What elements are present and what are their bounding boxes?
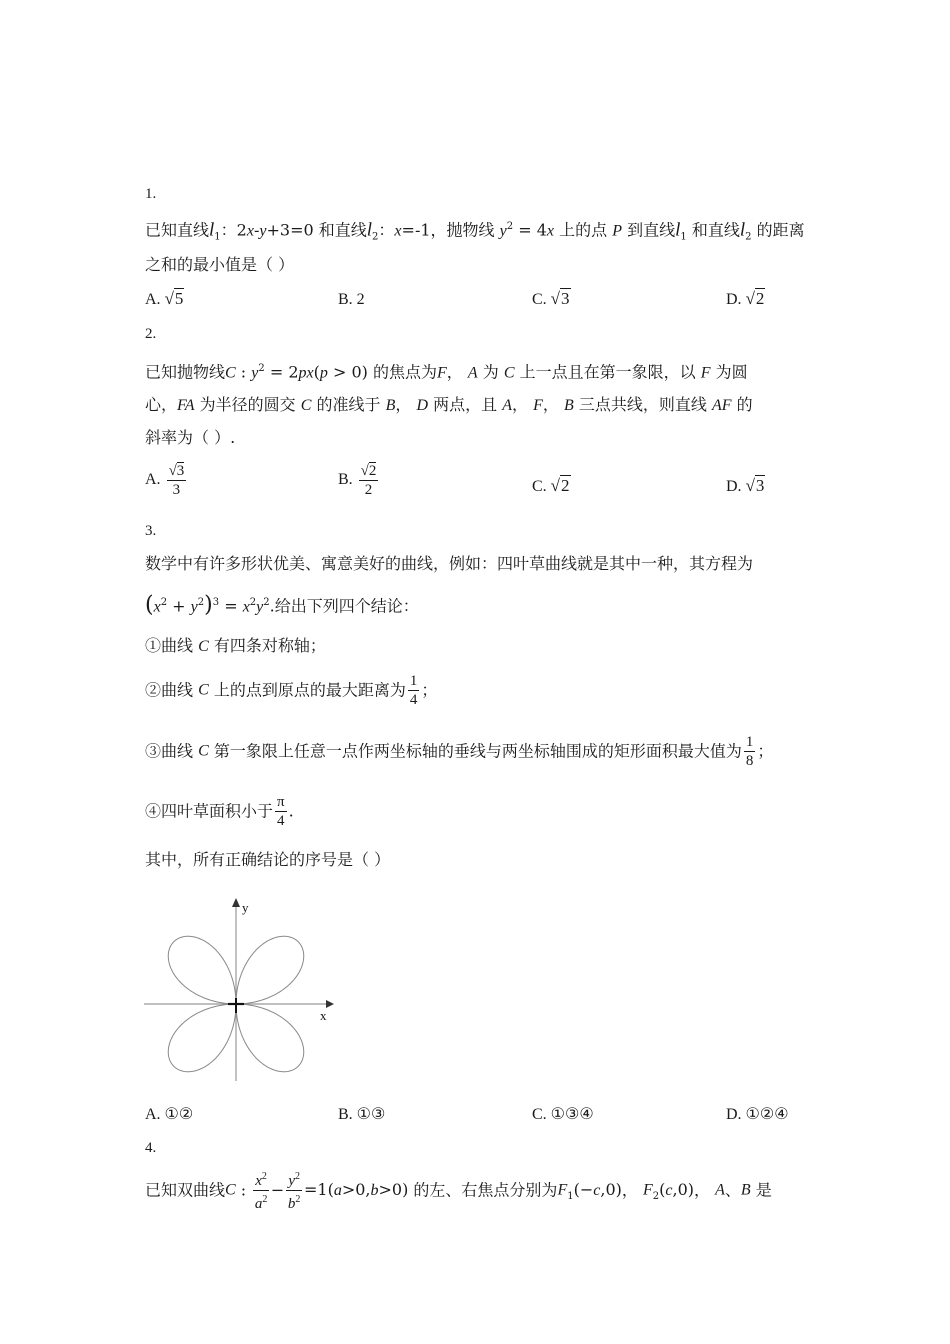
- q1-option-a: A. √5: [145, 289, 184, 308]
- q1-text: 到直线: [627, 220, 676, 240]
- q1-text: 的距离: [756, 220, 805, 240]
- q2-stem-line1: 已知抛物线C : $y^2 = 2px(p > 0)$ 的焦点为F， A 为 C 上一点且在第一象限，以 F 为圆: [145, 362, 748, 382]
- q3-option-a: A. ①②: [145, 1106, 194, 1123]
- q1-text: 和直线: [691, 220, 740, 240]
- q1-option-d: D. √2: [726, 289, 765, 308]
- q3-equation: $(x^2 + y^2)^3 = x^2y^2$.给出下列四个结论：: [145, 592, 419, 618]
- q1-text: 已知直线: [145, 220, 210, 240]
- q2-number: 2.: [145, 326, 157, 342]
- q4-number: 4.: [145, 1140, 157, 1156]
- q3-conclusion-4: ④四叶草面积小于 $\frac{\pi}{4}$ .: [145, 794, 294, 829]
- q1-stem-line2: 之和的最小值是（ ）: [145, 255, 295, 274]
- x-axis-label: x: [320, 1008, 327, 1023]
- q2-option-b: B. $\frac{√2}{2}$: [338, 463, 377, 498]
- q2-option-a: A. $\frac{√3}{3}$: [145, 463, 185, 498]
- q3-stem-line1: 数学中有许多形状优美、寓意美好的曲线，例如：四叶草曲线就是其中一种，其方程为: [145, 554, 754, 573]
- q3-conclusion-1: ①曲线 C 有四条对称轴；: [145, 636, 326, 655]
- q1-text: =-1，抛物线: [401, 220, 495, 240]
- q3-option-b: B. ①③: [338, 1106, 386, 1123]
- q2-stem-line2: 心，FA 为半径的圆交 C 的准线于 B， D 两点，且 A， F， B 三点共线，则直线 AF 的: [145, 395, 753, 414]
- q1-text: 上的点: [559, 220, 608, 240]
- q1-text: ：2: [220, 220, 247, 240]
- q3-option-d: D. ①②④: [726, 1106, 789, 1123]
- q3-question: 其中，所有正确结论的序号是（ ）: [145, 850, 391, 869]
- q2-option-d: D. √3: [726, 476, 765, 495]
- q1-option-b: B. 2: [338, 291, 365, 308]
- four-leaf-clover-figure: [140, 895, 340, 1085]
- q4-stem-line1: 已知双曲线C : $\frac{x^2}{a^2}$ − $\frac{y^2}{b^2}$ =1(a>0,b>0) 的左、右焦点分别为$F_1(-c,0)$， $F_2(c,0)$， A、B 是: [145, 1168, 772, 1213]
- x-axis-arrow: [326, 1000, 334, 1008]
- q1-text: ：: [378, 220, 395, 240]
- y-axis-label: y: [242, 900, 249, 915]
- q2-stem-line3: 斜率为（ ）.: [145, 428, 236, 447]
- q1-stem-line1: 已知直线$l_1$：2x-y+3=0 和直线$l_2$：x=-1，抛物线 $y^2 = 4x$ 上的点 P 到直线$l_1$ 和直线$l_2$ 的距离: [145, 219, 805, 243]
- q3-option-c: C. ①③④: [532, 1106, 594, 1123]
- q1-option-c: C. √3: [532, 289, 570, 308]
- y-axis-arrow: [232, 898, 240, 907]
- q1-number: 1.: [145, 186, 157, 202]
- q3-conclusion-2: ②曲线 C 上的点到原点的最大距离为 $\frac{1}{4}$ ；: [145, 673, 438, 708]
- q3-number: 3.: [145, 523, 157, 539]
- q2-option-c: C. √2: [532, 476, 570, 495]
- q3-conclusion-3: ③曲线 C 第一象限上任意一点作两坐标轴的垂线与两坐标轴围成的矩形面积最大值为 $\frac{1}{8}$ ；: [145, 734, 774, 769]
- q1-text: +3=0 和直线: [266, 220, 367, 240]
